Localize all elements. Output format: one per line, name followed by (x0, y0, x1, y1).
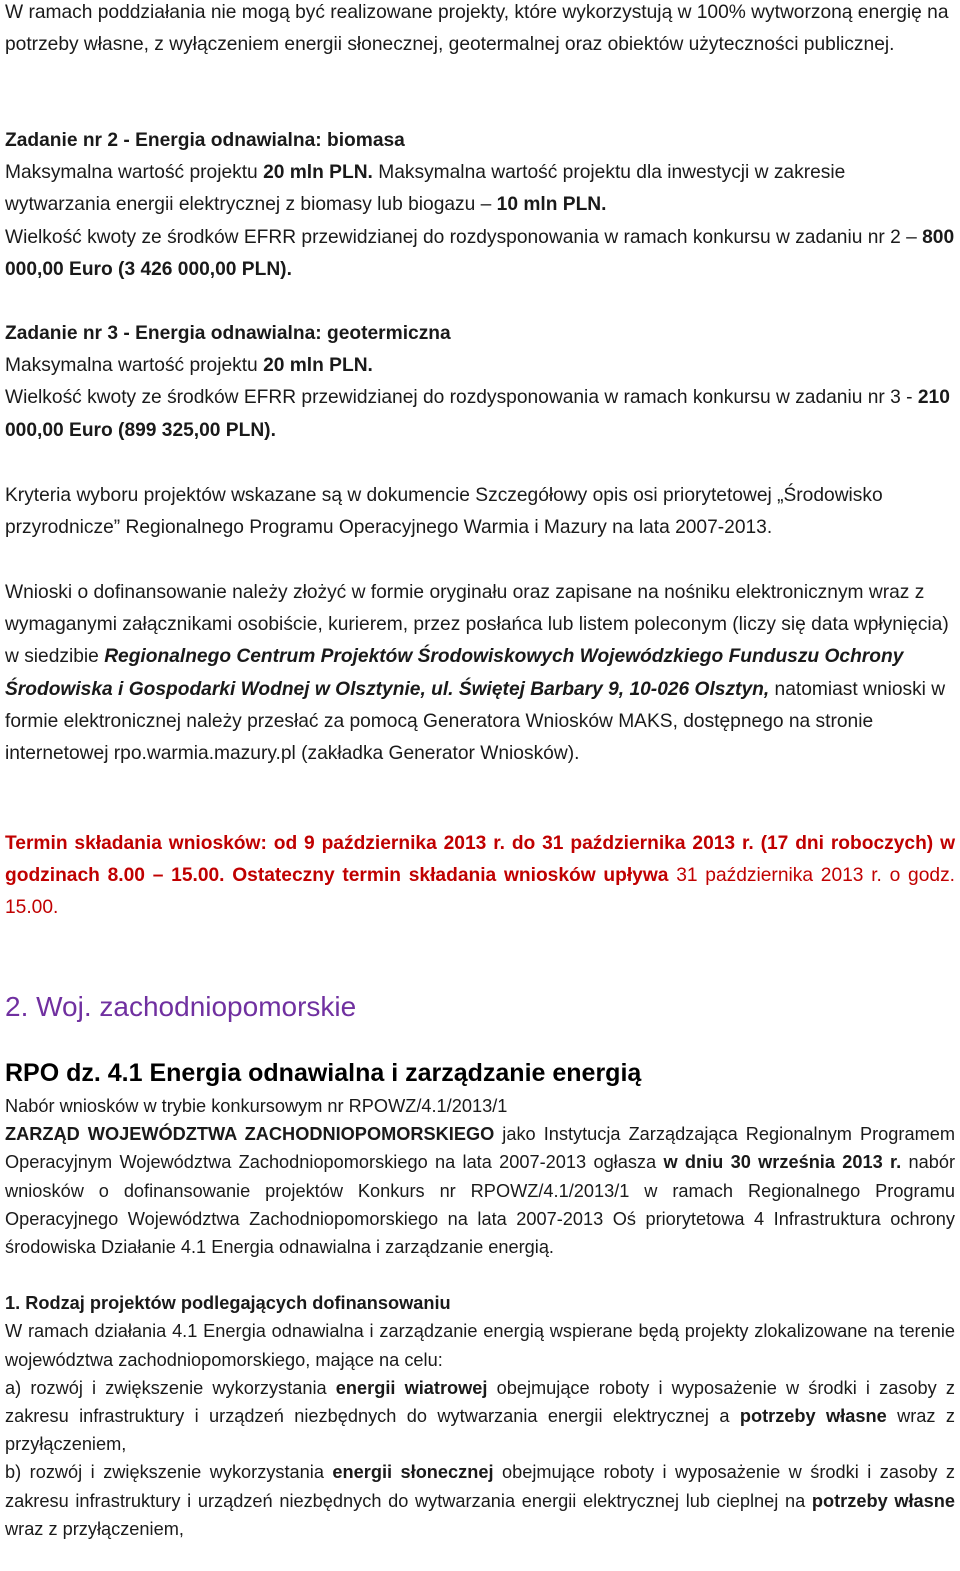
applications-address: Regionalnego Centrum Projektów Środowiskowych Wojewódzkiego Funduszu Ochrony Środowiska i Gospodarki Wodnej w Olsztynie, ul. Świętej Barbary 9, 10-026 Olsztyn, (5, 646, 904, 700)
task-3-heading: Zadanie nr 3 - Energia odnawialna: geotermiczna (5, 323, 451, 344)
section-2-body (5, 1092, 955, 1543)
task-2-block (5, 125, 955, 286)
intro-paragraph: W ramach poddziałania nie mogą być realizowane projekty, które wykorzystują w 100% wytworzoną energię na potrzeby własne, z wyłączeniem energii słonecznej, geotermalnej oraz obiektów użyteczności publicznej. (5, 2, 949, 56)
item-a-bold: energii wiatrowej (335, 1377, 488, 1398)
item-a-bold-2: potrzeby własne (739, 1406, 887, 1427)
section-2-heading: 2. Woj. zachodniopomorskie (5, 991, 357, 1022)
task-2-efrr-amount: 800 000,00 Euro (3 426 000,00 PLN). (5, 226, 955, 280)
task-2-max2-text: Maksymalna wartość projektu dla inwestycji w zakresie wytwarzania energii elektrycznej z biomasy lub biogazu – (5, 162, 846, 216)
deadline-normal: 31 października 2013 r. o godz. 15.00. (5, 865, 955, 919)
task-3-efrr-amount: 210 000,00 Euro (899 325,00 PLN). (5, 387, 950, 441)
zarzad-text: jako Instytucja Zarządzająca Regionalnym Programem Operacyjnym Województwa Zachodniopomorskiego na lata 2007-2013 ogłasza (5, 1124, 955, 1173)
task-3-block (5, 318, 955, 447)
item-a-text: a) rozwój i zwiększenie wykorzystania (5, 1377, 336, 1398)
subsection-1-text: W ramach działania 4.1 Energia odnawialna i zarządzanie energią wspierane będą projekty zlokalizowane na terenie województwa zachodniopomorskiego, mające na celu: (5, 1321, 955, 1370)
item-b-text: b) rozwój i zwiększenie wykorzystania (5, 1462, 333, 1483)
deadline-paragraph (5, 828, 955, 925)
task-2-max-prefix: Maksymalna wartość projektu (5, 162, 264, 184)
task-2-heading: Zadanie nr 2 - Energia odnawialna: biomasa (5, 130, 405, 151)
nabor-line: Nabór wniosków w trybie konkursowym nr RPOWZ/4.1/2013/1 (5, 1096, 508, 1116)
zarzad-text-2: nabór wniosków o dofinansowanie projektów Konkurs nr RPOWZ/4.1/2013/1 w ramach Regionalnego Programu Operacyjnego Województwa Zachodniopomorskiego na lata 2007-2013 Oś priorytetowa 4 Infrastruktura ochrony środowiska Działanie 4.1 Energia odnawialna i zarządzanie energią. (5, 1152, 955, 1258)
item-a-text-3: wraz z przyłączeniem, (5, 1406, 955, 1455)
task-2-max-amount: 20 mln PLN. (263, 162, 373, 184)
applications-text: Wnioski o dofinansowanie należy złożyć w formie oryginału oraz zapisane na nośniku elektronicznym wraz z wymaganymi załącznikami osobiście, kurierem, przez posłańca lub listem poleconym (liczy się data wpłynięcia) w siedzibie (5, 582, 949, 668)
item-b-bold-2: potrzeby własne (811, 1490, 955, 1511)
zarzad-bold: ZARZĄD WOJEWÓDZTWA ZACHODNIOPOMORSKIEGO (5, 1124, 495, 1145)
task-3-max-amount: 20 mln PLN. (263, 355, 373, 377)
item-a-text-2: obejmujące roboty i wyposażenie w środki i zasoby z zakresu infrastruktury i urządzeń niezbędnych do wytwarzania energii elektrycznej a (5, 1377, 955, 1427)
task-2-max-value (5, 157, 955, 221)
item-b (5, 1458, 955, 1543)
task-3-efrr-text: Wielkość kwoty ze środków EFRR przewidzianej do rozdysponowania w ramach konkursu w zadaniu nr 3 - (5, 387, 918, 409)
item-b-text-3: wraz z przyłączeniem, (5, 1518, 184, 1539)
criteria-paragraph: Kryteria wyboru projektów wskazane są w dokumencie Szczegółowy opis osi priorytetowej „Środowisko przyrodnicze” Regionalnego Programu Operacyjnego Warmia i Mazury na lata 2007-2013. (5, 485, 883, 539)
item-a (5, 1374, 955, 1459)
task-2-efrr (5, 222, 955, 286)
task-2-efrr-text: Wielkość kwoty ze środków EFRR przewidzianej do rozdysponowania w ramach konkursu w zadaniu nr 2 – (5, 226, 923, 248)
rpo-heading: RPO dz. 4.1 Energia odnawialna i zarządzanie energią (5, 1059, 642, 1087)
zarzad-date: w dniu 30 września 2013 r. (663, 1152, 902, 1173)
item-b-text-2: obejmujące roboty i wyposażenie w środki i zasoby z zakresu infrastruktury i urządzeń niezbędnych do wytwarzania energii elektrycznej lub cieplnej na (5, 1462, 955, 1511)
applications-text-2: natomiast wnioski w formie elektronicznej należy przesłać za pomocą Generatora Wniosków MAKS, dostępnego na stronie internetowej rpo.warmia.mazury.pl (zakładka Generator Wniosków). (5, 678, 946, 765)
deadline-bold: Termin składania wniosków: od 9 października 2013 r. do 31 października 2013 r. (17 dni roboczych) w godzinach 8.00 – 15.00. Ostateczny termin składania wniosków upływa (5, 833, 955, 887)
subsection-1-heading: 1. Rodzaj projektów podlegających dofinansowaniu (5, 1293, 451, 1314)
task-3-max-value (5, 350, 955, 382)
applications-paragraph (5, 577, 955, 770)
task-2-max2-amount: 10 mln PLN. (496, 194, 607, 216)
task-3-efrr (5, 382, 955, 446)
task-3-max-prefix: Maksymalna wartość projektu (5, 355, 264, 377)
item-b-bold: energii słonecznej (332, 1462, 494, 1483)
zarzad-paragraph (5, 1120, 955, 1261)
